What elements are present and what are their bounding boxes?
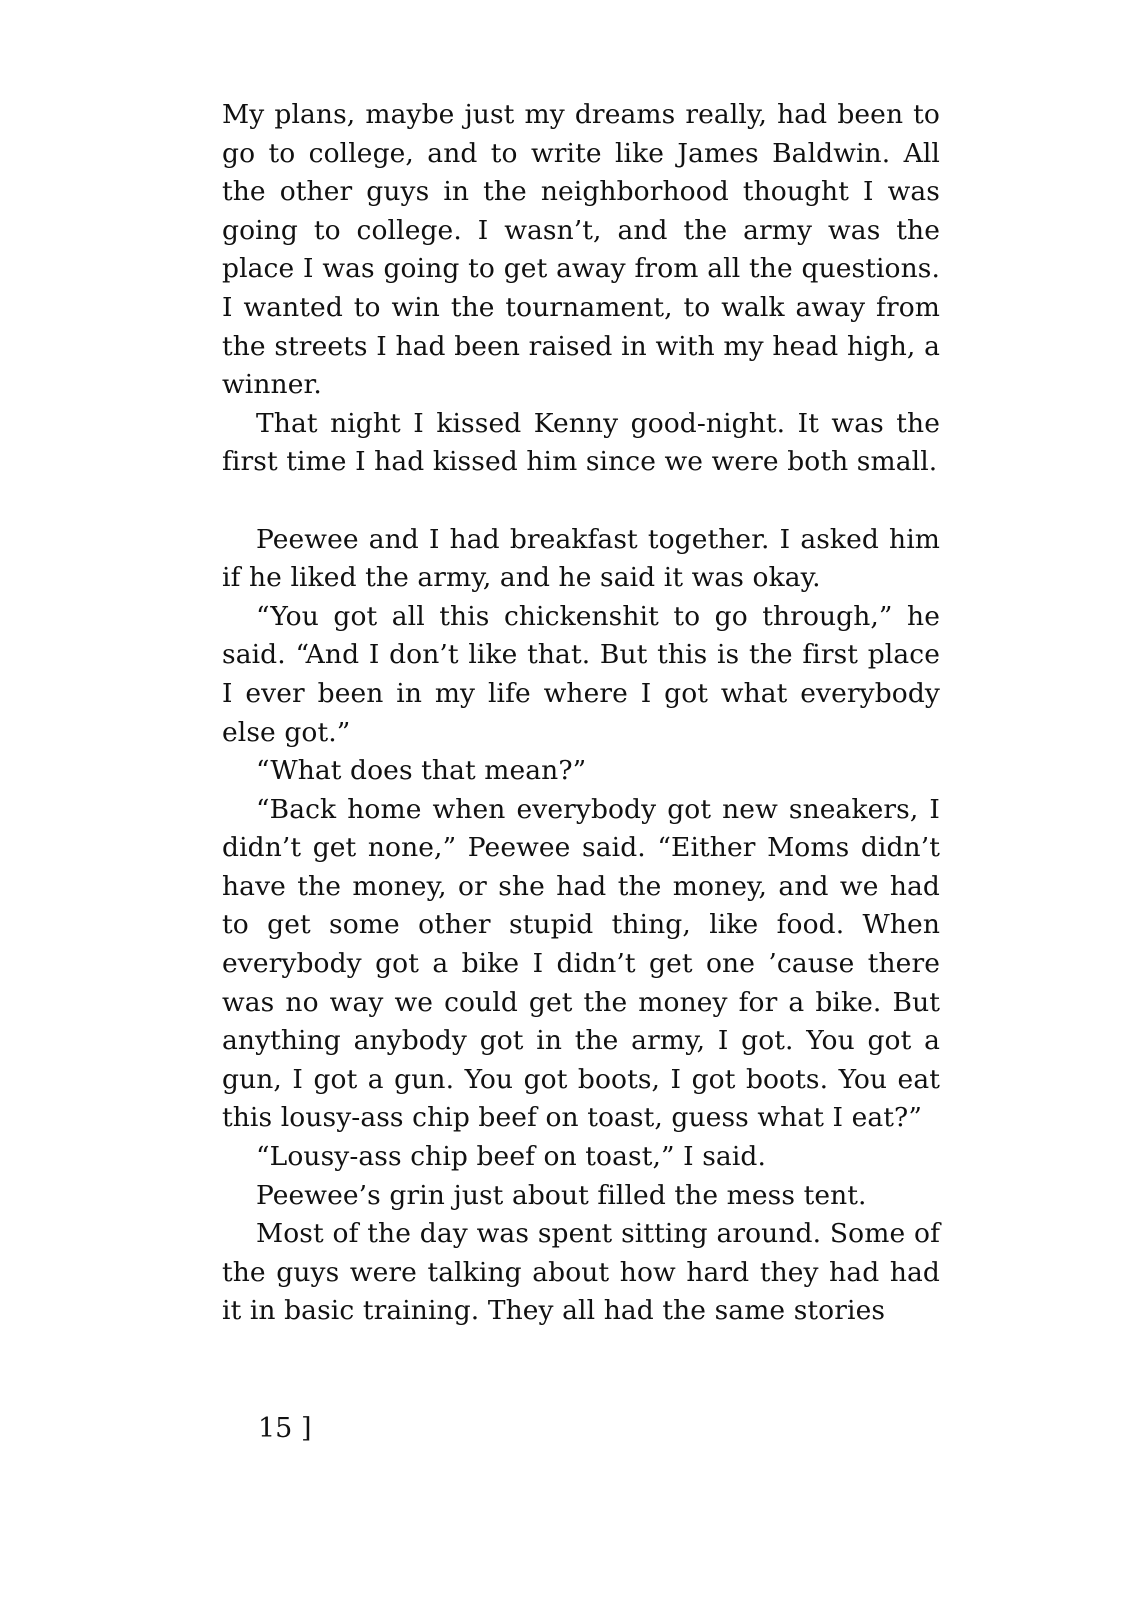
paragraph: “Back home when everybody got new sneakers, I didn’t get none,” Peewee said. “Either Moms didn’t have the money, or she had the money, and we had to get some other stupid thing, like food. When everybody got a bike I didn’t get one ’cause there was no way we could get the money for a bike. But anything anybody got in the army, I got. You got a gun, I got a gun. You got boots, I got boots. You eat this lousy-ass chip beef on toast, guess what I eat?” xyxy=(222,793,940,1134)
section-break xyxy=(222,482,940,521)
paragraph: “You got all this chickenshit to go through,” he said. “And I don’t like that. But this is the first place I ever been in my life where I got what everybody else got.” xyxy=(222,600,940,748)
paragraph: Peewee’s grin just about filled the mess tent. xyxy=(256,1179,867,1211)
body-text xyxy=(222,96,940,1331)
paragraph: My plans, maybe just my dreams really, had been to go to college, and to write like James Baldwin. All the other guys in the neighborhood thought I was going to college. I wasn’t, and the army was the place I was going to get away from all the questions. I wanted to win the tournament, to walk away from the streets I had been raised in with my head high, a winner. xyxy=(222,99,940,401)
page-number: 15 ] xyxy=(258,1413,312,1444)
paragraph: Peewee and I had breakfast together. I asked him if he liked the army, and he said it was okay. xyxy=(222,523,940,594)
paragraph: “What does that mean?” xyxy=(256,755,587,787)
paragraph: That night I kissed Kenny good-night. It was the first time I had kissed him since we were both small. xyxy=(222,407,940,478)
paragraph: Most of the day was spent sitting around. Some of the guys were talking about how hard they had had it in basic training. They all had the same stories xyxy=(222,1218,940,1327)
paragraph: “Lousy-ass chip beef on toast,” I said. xyxy=(256,1141,766,1173)
